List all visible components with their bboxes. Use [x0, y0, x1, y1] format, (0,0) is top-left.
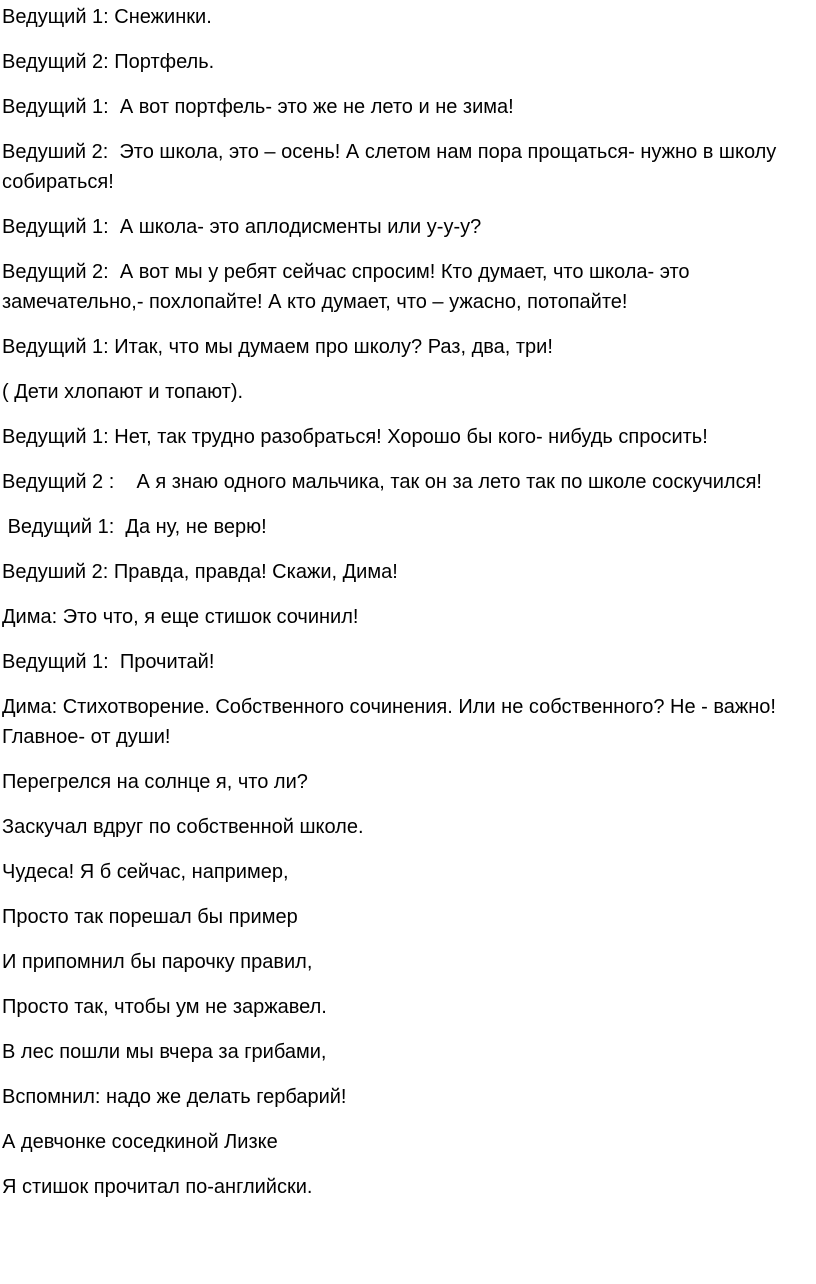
- poem-line: Я стишок прочитал по-английски.: [2, 1176, 313, 1198]
- poem-line: В лес пошли мы вчера за грибами,: [2, 1041, 327, 1063]
- dialogue-line: Ведущий 1: Нет, так трудно разобраться! Хорошо бы кого- нибудь спросить!: [2, 426, 708, 448]
- poem-line: Заскучал вдруг по собственной школе.: [2, 816, 364, 838]
- poem-line: И припомнил бы парочку правил,: [2, 951, 313, 973]
- dialogue-line: Ведущий 1: Снежинки.: [2, 6, 212, 28]
- dialogue-line: Ведущий 1: А школа- это аплодисменты или у-у-у?: [2, 216, 482, 238]
- dialogue-line: Ведущий 1: Прочитай!: [2, 651, 215, 673]
- dialogue-line: Дима: Стихотворение. Собственного сочинения. Или не собственного? Не - важно! Главное- от души!: [2, 696, 782, 748]
- dialogue-line: Ведущий 2: А вот мы у ребят сейчас спросим! Кто думает, что школа- это замечательно,- похлопайте! А кто думает, что – ужасно, потопайте!: [2, 261, 696, 313]
- poem-line: Перегрелся на солнце я, что ли?: [2, 771, 308, 793]
- dialogue-line: Ведущий 1: Итак, что мы думаем про школу? Раз, два, три!: [2, 336, 553, 358]
- dialogue-line: Ведущий 2: Портфель.: [2, 51, 215, 73]
- poem-line: Просто так, чтобы ум не заржавел.: [2, 996, 327, 1018]
- dialogue-line: Ведущий 1: Да ну, не верю!: [2, 516, 267, 538]
- poem-line: Просто так порешал бы пример: [2, 906, 298, 928]
- dialogue-line: Ведущий 1: А вот портфель- это же не лето и не зима!: [2, 96, 514, 118]
- dialogue-line: Ведущий 2 : А я знаю одного мальчика, так он за лето так по школе соскучился!: [2, 471, 762, 493]
- poem-line: А девчонке соседкиной Лизке: [2, 1131, 278, 1153]
- stage-direction: ( Дети хлопают и топают).: [2, 381, 244, 403]
- dialogue-line: Дима: Это что, я еще стишок сочинил!: [2, 606, 359, 628]
- dialogue-line: Ведуший 2: Это школа, это – осень! А слетом нам пора прощаться- нужно в школу собираться!: [2, 141, 782, 193]
- poem-line: Вспомнил: надо же делать гербарий!: [2, 1086, 347, 1108]
- poem-line: Чудеса! Я б сейчас, например,: [2, 861, 289, 883]
- dialogue-line: Ведуший 2: Правда, правда! Скажи, Дима!: [2, 561, 398, 583]
